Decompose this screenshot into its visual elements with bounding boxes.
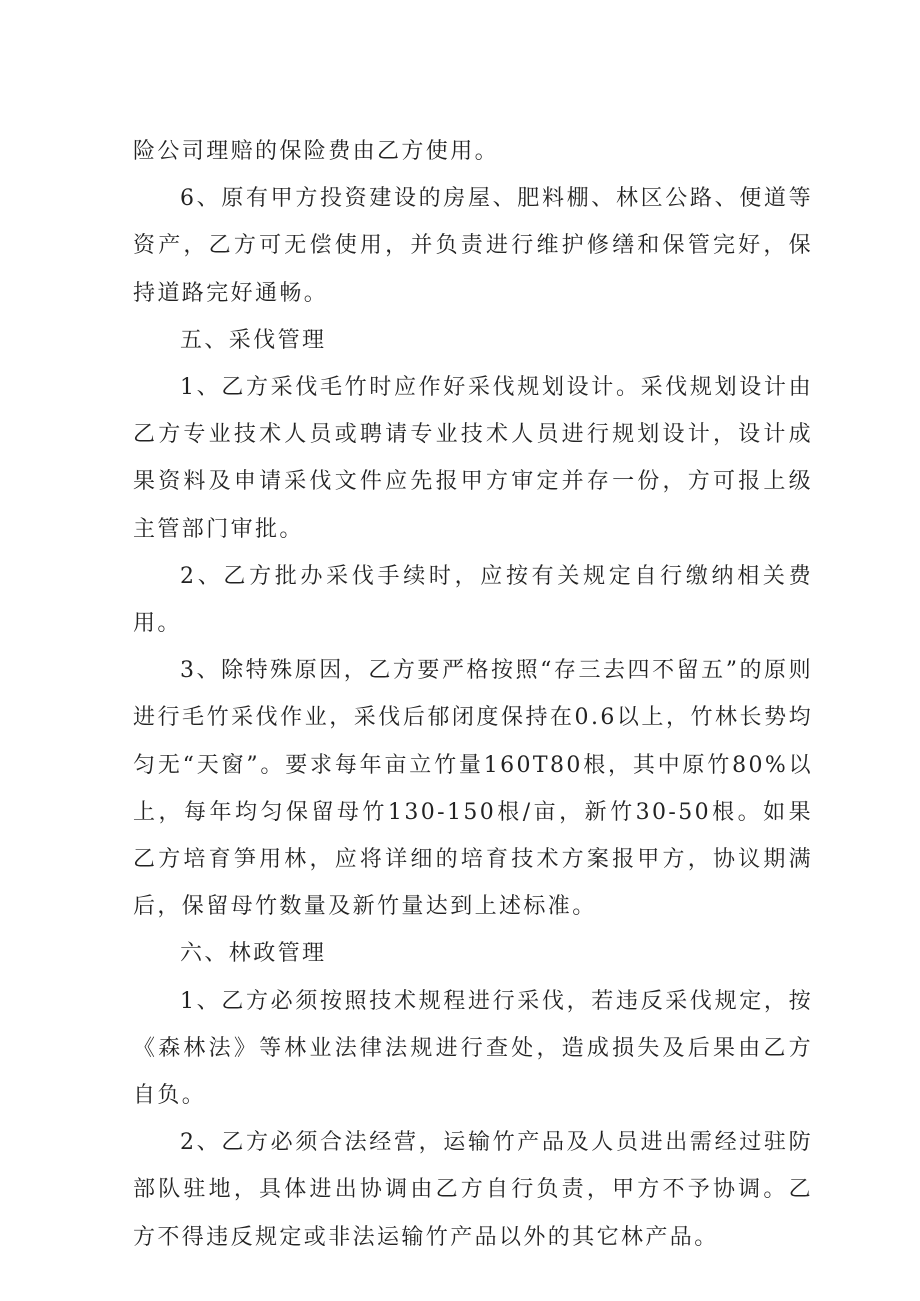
paragraph-harvest-fees: 2、乙方批办采伐手续时，应按有关规定自行缴纳相关费用。 <box>133 563 813 637</box>
section-heading-forest-administration: 六、林政管理 <box>180 941 327 967</box>
paragraph-technical-regulations: 1、乙方必须按照技术规程进行采伐，若违反采伐规定，按《森林法》等林业法律法规进行查处，造成损失及后果由乙方自负。 <box>133 988 813 1109</box>
paragraph-legal-operation: 2、乙方必须合法经营，运输竹产品及人员进出需经过驻防部队驻地，具体进出协调由乙方自行负责，甲方不予协调。乙方不得违反规定或非法运输竹产品以外的其它林产品。 <box>133 1130 813 1250</box>
paragraph-item-6-assets: 6、原有甲方投资建设的房屋、肥料棚、林区公路、便道等资产，乙方可无偿使用，并负责进行维护修缮和保管完好，保持道路完好通畅。 <box>133 186 813 306</box>
paragraph-insurance-claim: 险公司理赔的保险费由乙方使用。 <box>133 139 500 164</box>
section-heading-harvest-management: 五、采伐管理 <box>180 327 327 353</box>
document-body <box>133 128 813 1261</box>
paragraph-harvest-principles: 3、除特殊原因，乙方要严格按照“存三去四不留五”的原则进行毛竹采伐作业，采伐后郁闭度保持在0.6以上，竹林长势均匀无“天窗”。要求每年亩立竹量160T80根，其中原竹80%以上，每年均匀保留母竹130-150根/亩，新竹30-50根。如果乙方培育笋用林，应将详细的培育技术方案报甲方，协议期满后，保留母竹数量及新竹量达到上述标准。 <box>133 658 813 920</box>
paragraph-harvest-planning: 1、乙方采伐毛竹时应作好采伐规划设计。采伐规划设计由乙方专业技术人员或聘请专业技术人员进行规划设计，设计成果资料及申请采伐文件应先报甲方审定并存一份，方可报上级主管部门审批。 <box>133 375 813 542</box>
